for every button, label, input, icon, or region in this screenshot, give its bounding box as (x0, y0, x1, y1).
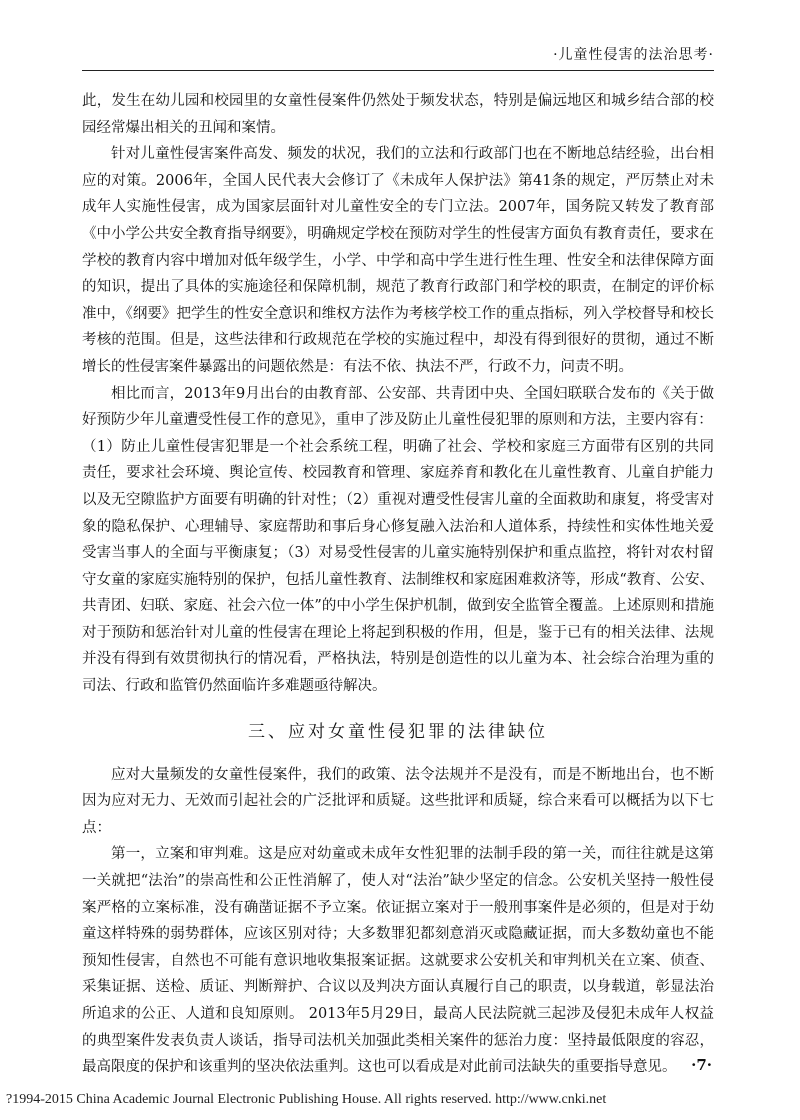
paragraph-continued: 此，发生在幼儿园和校园里的女童性侵案件仍然处于频发状态，特别是偏远地区和城乡结合部的校园经常爆出相关的丑闻和案情。 (82, 93, 714, 136)
paragraph-opinion-contents: （1）防止儿童性侵害犯罪是一个社会系统工程，明确了社会、学校和家庭三方面带有区别的共同责任，要求社会环境、舆论宣传、校园教育和管理、家庭养育和教化在儿童性教育、儿童自护能力以及无空隙监护方面要有明确的针对性；（2）重视对遭受性侵害儿童的全面救助和康复，将受害对象的隐私保护、心理辅导、家庭帮助和事后身心修复融入法治和人道体系，持续性和实体性地关爱受害当事人的全面与平衡康复；（3）对易受性侵害的儿童实施特别保护和重点监控，将针对农村留守女童的家庭实施特别的保护，包括儿童性教育、法制维权和家庭困难救济等，形成“教育、公安、共青团、妇联、家庭、社会六位一体”的中小学生保护机制，做到安全监管全覆盖。上述原则和措施对于预防和惩治针对儿童的性侵害在理论上将起到积极的作用，但是，鉴于已有的相关法律、法规并没有得到有效贯彻执行的情况看，严格执法，特别是创造性的以儿童为本、社会综合治理为重的司法、行政和监管仍然面临许多难题亟待解决。 (82, 438, 714, 695)
article-body (82, 88, 714, 1081)
paragraph-point-one: 第一，立案和审判难。这是应对幼童或未成年女性犯罪的法制手段的第一关，而往往就是这第一关就把“法治”的崇高性和公正性消解了，使人对“法治”缺少坚定的信念。公安机关坚持一般性侵案严格的立案标准，没有确凿证据不予立案。依证据立案对于一般刑事案件是必须的，但是对于幼童这样特殊的弱势群体，应该区别对待；大多数罪犯都刻意消灭或隐藏证据，而大多数幼童也不能预知性侵害，自然也不可能有意识地收集报案证据。这就要求公安机关和审判机关在立案、侦查、采集证据、送检、质证、判断辩护、合议以及判决方面认真履行自己的职责，以身载道，彰显法治所追求的公正、人道和良知原则。 2013年5月29日，最高人民法院就三起涉及侵犯未成年人权益的典型案件发表负责人谈话，指导司法机关加强此类相关案件的惩治力度：坚持最低限度的容忍，最高限度的保护和该重判的坚决依法重判。这也可以看成是对此前司法缺失的重要指导意见。 (82, 846, 714, 1076)
copyright-footer: ?1994-2015 China Academic Journal Electronic Publishing House. All rights reserved. http://www.cnki.net (6, 1092, 607, 1107)
paragraph-2013-opinion: 相比而言，2013年9月出台的由教育部、公安部、共青团中央、全国妇联联合发布的《关于做好预防少年儿童遭受性侵工作的意见》，重申了涉及防止儿童性侵犯罪的原则和方法，主要内容有： (82, 385, 714, 429)
paragraph-legislation: 针对儿童性侵害案件高发、频发的状况，我们的立法和行政部门也在不断地总结经验，出台相应的对策。2006年，全国人民代表大会修订了《未成年人保护法》第41条的规定，严厉禁止对未成年人实施性侵害，成为国家层面针对儿童性安全的专门立法。2007年，国务院又转发了教育部《中小学公共安全教育指导纲要》，明确规定学校在预防对学生的性侵害方面负有教育责任，要求在学校的教育内容中增加对低年级学生，小学、中学和高中学生进行性生理、性安全和法律保障方面的知识，提出了具体的实施途径和保障机制，规范了教育行政部门和学校的职责，在制定的评价标准中，《纲要》把学生的性安全意识和维权方法作为考核学校工作的重点指标，列入学校督导和校长考核的范围。但是，这些法律和行政规范在学校的实施过程中，却没有得到很好的贯彻，通过不断增长的性侵害案件暴露出的问题依然是：有法不依、执法不严，行政不力，问责不明。 (82, 146, 714, 375)
page-number: ·7· (691, 1056, 712, 1074)
header-divider (82, 70, 714, 71)
paragraph-criticism: 应对大量频发的女童性侵案件，我们的政策、法令法规并不是没有，而是不断地出台，也不断因为应对无力、无效而引起社会的广泛批评和质疑。这些批评和质疑，综合来看可以概括为以下七点： (82, 766, 714, 836)
section-heading: 三、应对女童性侵犯罪的法律缺位 (248, 721, 548, 742)
running-header-title: ·儿童性侵害的法治思考· (553, 47, 714, 63)
